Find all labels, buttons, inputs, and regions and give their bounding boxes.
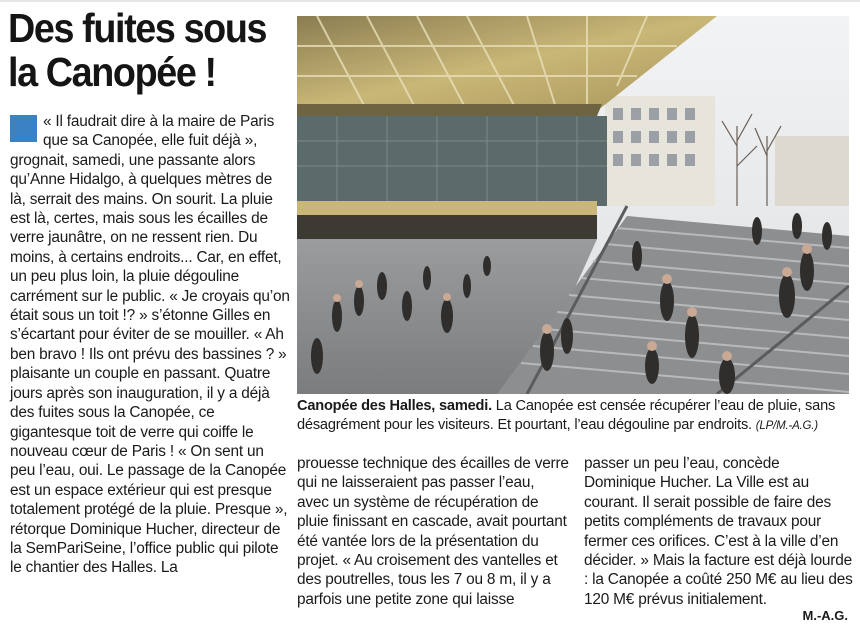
headline: Des fuites sous la Canopée ! [8, 5, 267, 95]
canopee-photo [297, 16, 849, 394]
caption-text: La Canopée est censée récupérer l’eau de pluie, sans désagrément pour les visiteurs. Et pourtant, l’eau dégouline par endroits. [297, 398, 836, 433]
blue-square-bullet-icon [10, 115, 37, 142]
photo-caption [297, 397, 853, 436]
caption-lead: Canopée des Halles, samedi. [297, 398, 492, 414]
article-column-3 [584, 454, 854, 609]
article-column-2 [297, 454, 569, 609]
canopee-photo-illustration [297, 16, 849, 394]
article-column-1 [10, 112, 290, 578]
column-3-text: passer un peu l’eau, concède Dominique Hucher. La Ville est au courant. Il serait possible de faire des petits compléments de travaux pour fermer ces orifices. C’est à la ville d’en décider. » Mais la facture est déjà lourde : la Canopée a coûté 250 M€ au lieu des 120 M€ prévus initialement. [584, 455, 853, 608]
photo-credit: (LP/M.-A.G.) [755, 420, 818, 432]
column-1-text: « Il faudrait dire à la maire de Paris que sa Canopée, elle fuit déjà », grognait, samedi, une passante alors qu’Anne Hidalgo, à quelques mètres de là, serrait des mains. On sourit. La pluie est là, certes, mais sous les écailles de verre jaunâtre, on ne ressent rien. Du moins, à certains endroits... Car, en effet, un peu plus loin, la pluie dégouline carrément sur le public. « Je croyais qu’on était sous un toit !? » s’étonne Gilles en s’écartant pour éviter de se mouiller. « Ah ben bravo ! Ils ont prévu des bassines ? » plaisante un couple en passant. Quatre jours après son inauguration, il y a déjà des fuites sous la Canopée, ce gigantesque toit de verre qui coiffe le nouveau cœur de Paris ! « On sent un peu l’eau, oui. Le passage de la Canopée est un espace extérieur qui est presque totalement protégé de la pluie. Presque », rétorque Dominique Hucher, directeur de la SemPariSeine, l’office public qui pilote le chantier des Halles. La [10, 113, 290, 577]
top-border [0, 0, 860, 2]
column-2-text: prouesse technique des écailles de verre qui ne laisseraient pas passer l’eau, avec un système de récupération de pluie finissant en cascade, avait pourtant été vantée lors de la présentation du projet. « Au croisement des vantelles et des poutrelles, tous les 7 ou 8 m, il y a parfois une petite zone qui laisse [297, 455, 569, 608]
author-signature: M.-A.G. [802, 608, 848, 623]
